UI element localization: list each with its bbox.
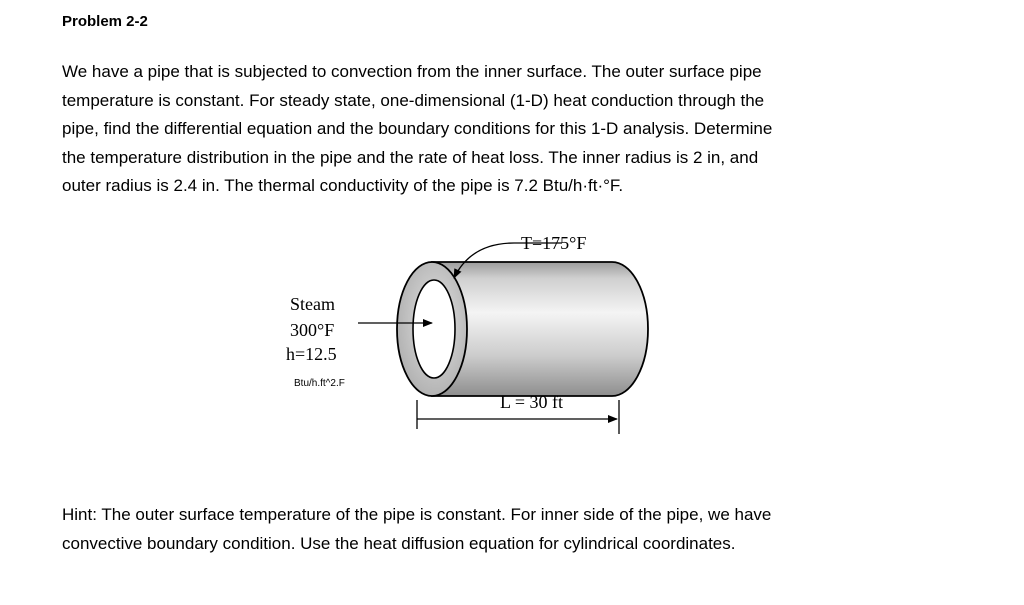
- fluid-label: Steam: [290, 294, 335, 314]
- fluid-temperature-label: 300°F: [290, 320, 335, 340]
- outer-temperature-label: T=175°F: [521, 233, 587, 253]
- problem-title: Problem 2-2: [62, 13, 148, 30]
- convection-units-label: Btu/h.ft^2.F: [294, 378, 345, 389]
- problem-line: We have a pipe that is subjected to convection from the inner surface. The outer surface pipe: [62, 62, 762, 81]
- pipe-inner-bore: [413, 280, 455, 378]
- hint-line: convective boundary condition. Use the heat diffusion equation for cylindrical coordinates.: [62, 533, 736, 553]
- problem-line: outer radius is 2.4 in. The thermal conductivity of the pipe is 7.2 Btu/h·ft·°F.: [62, 176, 624, 195]
- pipe-figure: [270, 220, 690, 440]
- problem-statement: [62, 58, 962, 201]
- pipe-length-label: L = 30 ft: [500, 392, 563, 412]
- problem-line: pipe, find the differential equation and the boundary conditions for this 1-D analysis. Determine: [62, 119, 773, 138]
- hint-text: [62, 501, 962, 558]
- problem-line: the temperature distribution in the pipe and the rate of heat loss. The inner radius is 2 in, and: [62, 147, 759, 167]
- convection-coefficient-label: h=12.5: [286, 344, 337, 364]
- hint-line: Hint: The outer surface temperature of the pipe is constant. For inner side of the pipe, we have: [62, 505, 772, 524]
- problem-line: temperature is constant. For steady state, one-dimensional (1-D) heat conduction through the: [62, 90, 765, 110]
